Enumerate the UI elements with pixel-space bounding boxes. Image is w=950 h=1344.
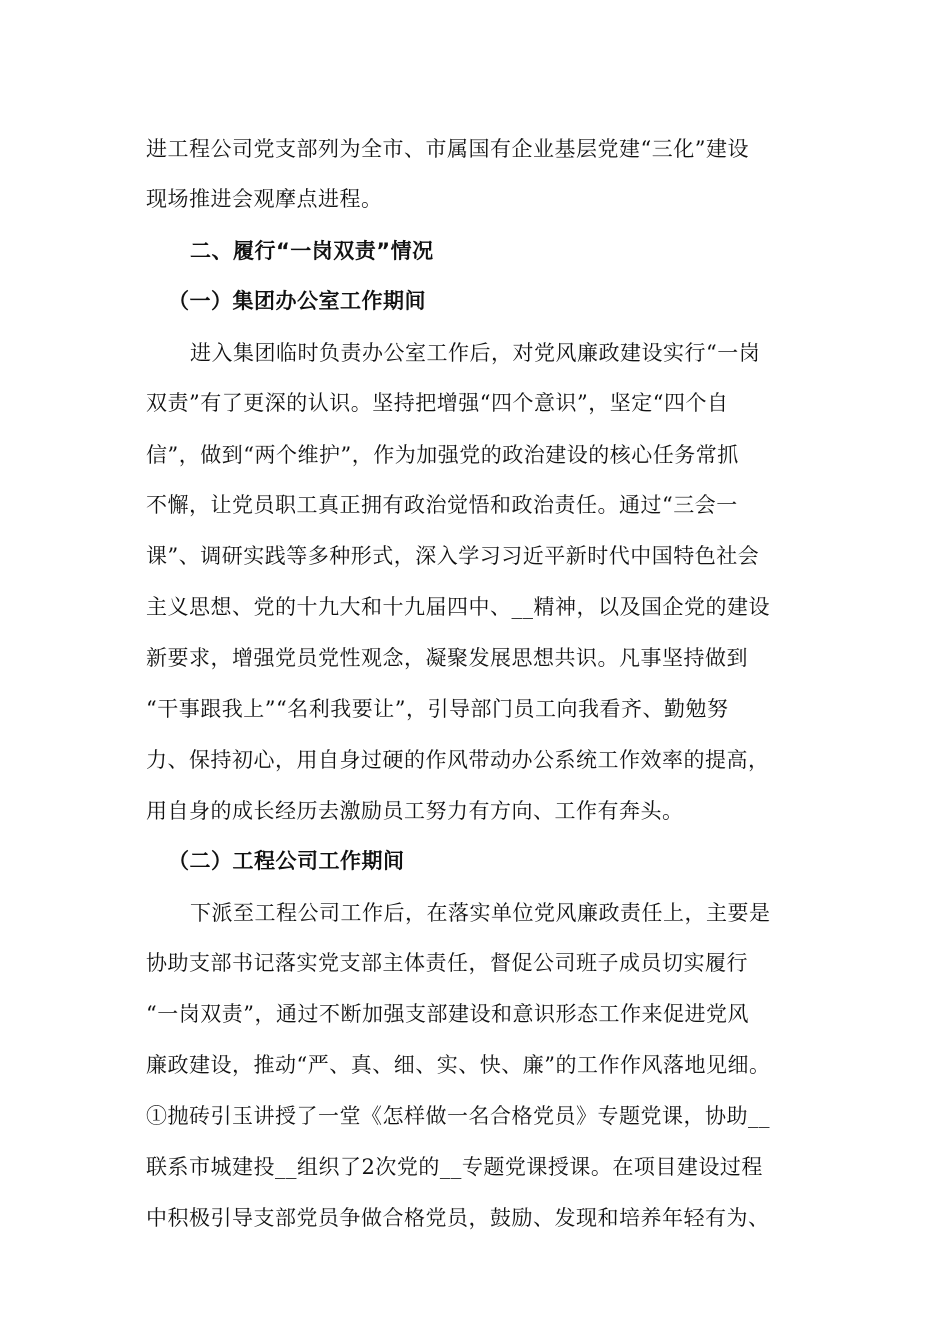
paragraph-2-line-1: 下派至工程公司工作后，在落实单位党风廉政责任上，主要是 bbox=[190, 901, 771, 925]
paragraph-1-line-10: 用自身的成长经历去激励员工努力有方向、工作有奔头。 bbox=[146, 799, 684, 823]
paragraph-1-line-8: “干事跟我上”“名利我要让”，引导部门员工向我看齐、勤勉努 bbox=[146, 697, 729, 721]
paragraph-1-line-6: 主义思想、党的十九大和十九届四中、__精神，以及国企党的建设 bbox=[146, 595, 770, 619]
paragraph-1-line-9: 力、保持初心，用自身过硬的作风带动办公系统工作效率的提高， bbox=[146, 748, 770, 772]
paragraph-2-line-5: ①抛砖引玉讲授了一堂《怎样做一名合格党员》专题党课，协助__ bbox=[146, 1104, 770, 1128]
paragraph-1-line-3: 信”，做到“两个维护”，作为加强党的政治建设的核心任务常抓 bbox=[146, 443, 739, 467]
paragraph-2-line-4: 廉政建设，推动“严、真、细、实、快、廉”的工作作风落地见细。 bbox=[146, 1053, 771, 1077]
text-line-1: 进工程公司党支部列为全市、市属国有企业基层党建“三化”建设 bbox=[146, 137, 749, 161]
text-line-2: 现场推进会观摩点进程。 bbox=[146, 187, 383, 211]
paragraph-2-line-7: 中积极引导支部党员争做合格党员，鼓励、发现和培养年轻有为、 bbox=[146, 1206, 770, 1230]
paragraph-1-line-7: 新要求，增强党员党性观念，凝聚发展思想共识。凡事坚持做到 bbox=[146, 646, 748, 670]
paragraph-1-line-1: 进入集团临时负责办公室工作后，对党风廉政建设实行“一岗 bbox=[190, 341, 761, 365]
section-heading: 二、履行“一岗双责”情况 bbox=[190, 239, 434, 263]
paragraph-1-line-4: 不懈，让党员职工真正拥有政治觉悟和政治责任。通过“三会一 bbox=[146, 493, 738, 517]
paragraph-2-line-3: “一岗双责”，通过不断加强支部建设和意识形态工作来促进党风 bbox=[146, 1002, 749, 1026]
subsection-heading-1: （一）集团办公室工作期间 bbox=[168, 289, 426, 313]
paragraph-1-line-2: 双责”有了更深的认识。坚持把增强“四个意识”，坚定“四个自 bbox=[146, 391, 729, 415]
paragraph-1-line-5: 课”、调研实践等多种形式，深入学习习近平新时代中国特色社会 bbox=[146, 544, 760, 568]
paragraph-2-line-6: 联系市城建投__组织了2次党的__专题党课授课。在项目建设过程 bbox=[146, 1155, 763, 1179]
subsection-heading-2: （二）工程公司工作期间 bbox=[168, 849, 405, 873]
paragraph-2-line-2: 协助支部书记落实党支部主体责任，督促公司班子成员切实履行 bbox=[146, 951, 748, 975]
